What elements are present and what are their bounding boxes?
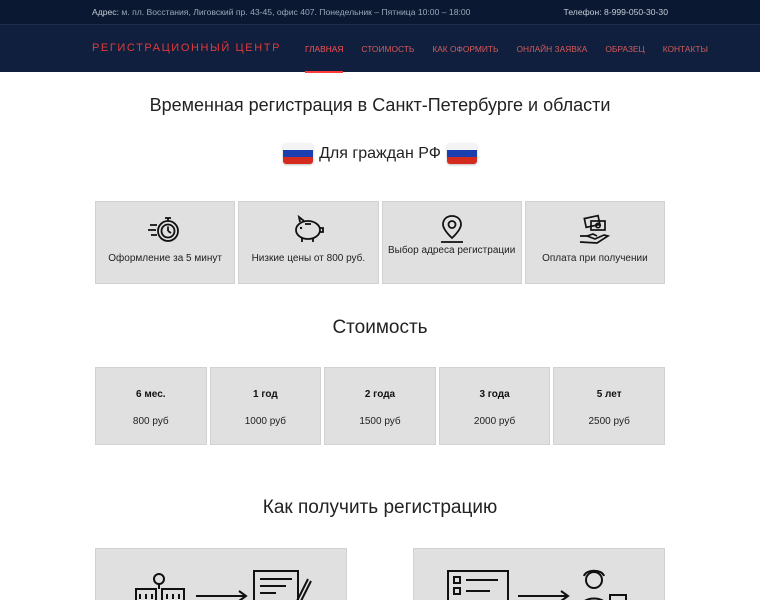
step-card: [413, 548, 665, 600]
citizens-subtitle: [0, 143, 760, 164]
price-period: 5 лет: [596, 389, 622, 400]
subtitle-text: Для граждан РФ: [319, 144, 441, 162]
feature-card: [95, 201, 235, 284]
main-navbar: [0, 24, 760, 72]
howto-title: Как получить регистрацию: [262, 497, 498, 518]
price-period: 3 года: [479, 389, 510, 400]
feature-card: [525, 201, 665, 284]
address-label: Адрес:: [92, 7, 119, 17]
phone-info[interactable]: Телефон: 8-999-050-30-30: [563, 7, 668, 17]
feature-card: [238, 201, 378, 284]
main-nav: [305, 25, 708, 73]
arrow-right-icon: [196, 591, 246, 600]
feature-label: Выбор адреса регистрации: [387, 245, 516, 256]
nav-item-online-request[interactable]: ОНЛАЙН ЗАЯВКА: [516, 44, 588, 54]
pricing-title: Стоимость: [332, 317, 428, 338]
page-title: Временная регистрация в Санкт-Петербурге и области: [149, 95, 611, 115]
top-info-bar: [0, 0, 760, 24]
form-checklist-icon: [448, 571, 508, 600]
stopwatch-icon: [148, 214, 182, 247]
russia-flag-icon: [447, 143, 477, 164]
price-card: [210, 367, 322, 445]
document-pen-icon: [254, 571, 311, 600]
nav-item-pricing[interactable]: СТОИМОСТЬ: [361, 44, 415, 54]
feature-label: Низкие цены от 800 руб.: [251, 253, 366, 264]
nav-item-contacts[interactable]: КОНТАКТЫ: [662, 44, 708, 54]
feature-label: Оплата при получении: [542, 253, 648, 264]
price-value: 1000 руб: [244, 416, 287, 427]
building-pin-icon: [136, 574, 184, 600]
map-pin-icon: [437, 214, 467, 247]
price-card: [553, 367, 665, 445]
cash-hand-icon: [578, 214, 612, 249]
price-period: 2 года: [364, 389, 396, 400]
step-card: [95, 548, 347, 600]
piggy-bank-icon: [291, 214, 325, 247]
price-period: 6 мес.: [136, 389, 166, 400]
courier-icon: [580, 571, 626, 600]
address-info: [92, 7, 470, 17]
features-row: [95, 201, 665, 284]
price-card: [324, 367, 436, 445]
nav-item-sample[interactable]: ОБРАЗЕЦ: [605, 44, 645, 54]
price-card: [439, 367, 551, 445]
nav-item-howto[interactable]: КАК ОФОРМИТЬ: [432, 44, 499, 54]
site-logo[interactable]: РЕГИСТРАЦИОННЫЙ ЦЕНТР: [92, 42, 282, 54]
price-card: [95, 367, 207, 445]
feature-label: Оформление за 5 минут: [108, 253, 222, 264]
price-value: 2000 руб: [473, 416, 516, 427]
arrow-right-icon: [518, 591, 568, 600]
address-text: м. пл. Восстания, Лиговский пр. 43-45, офис 407. Понедельник – Пятница 10:00 – 18:00: [121, 7, 471, 17]
price-value: 2500 руб: [588, 416, 630, 427]
feature-card: [382, 201, 522, 284]
price-period: 1 год: [253, 389, 278, 400]
pricing-row: [95, 367, 665, 445]
howto-steps: [95, 548, 665, 600]
price-value: 800 руб: [132, 416, 169, 427]
nav-item-home[interactable]: ГЛАВНАЯ: [305, 25, 343, 73]
russia-flag-icon: [283, 143, 313, 164]
price-value: 1500 руб: [359, 416, 401, 427]
